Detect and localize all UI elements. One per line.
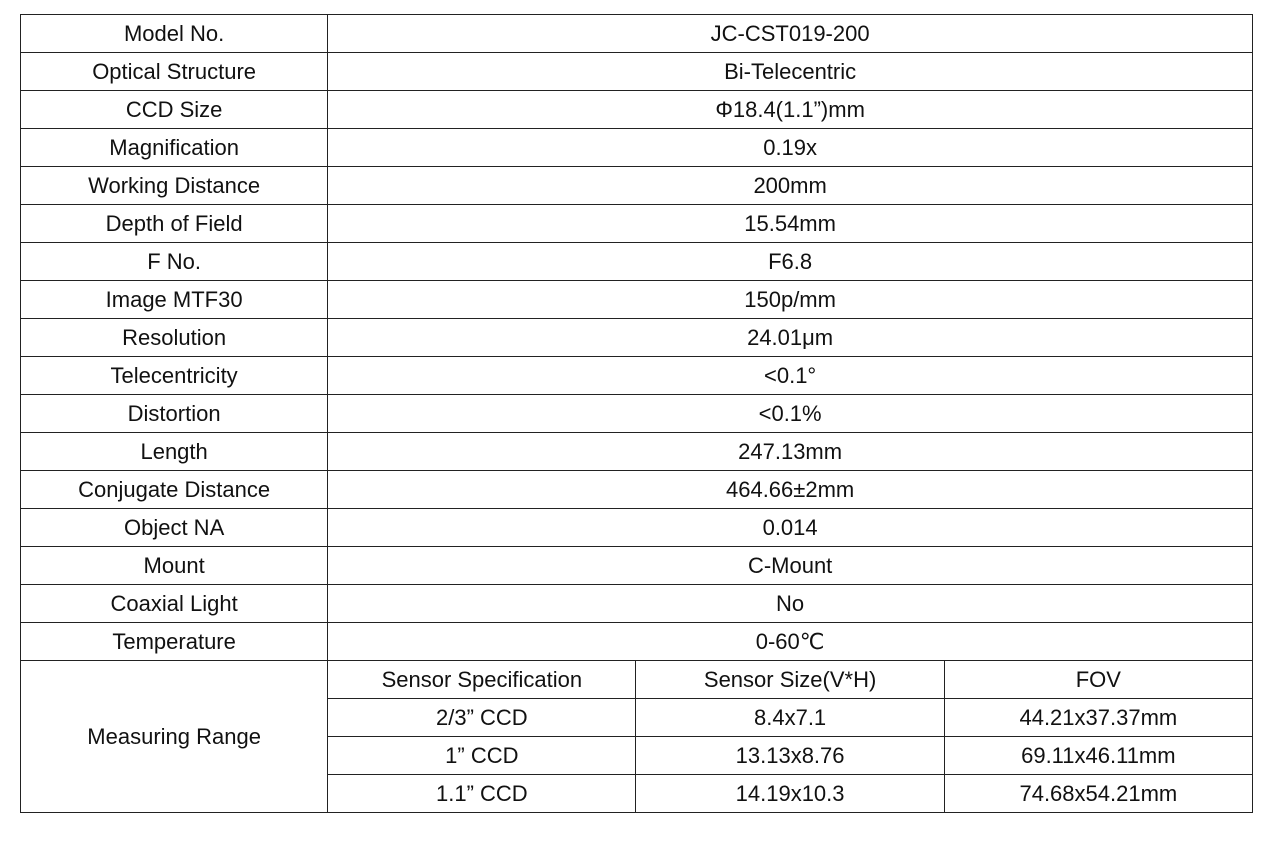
spec-row-conjugate-distance bbox=[21, 471, 1253, 509]
spec-row-mount bbox=[21, 547, 1253, 585]
spec-value: <0.1% bbox=[328, 395, 1253, 433]
spec-label: Temperature bbox=[21, 623, 328, 661]
spec-label: Coaxial Light bbox=[21, 585, 328, 623]
sensor-specification-cell: 1” CCD bbox=[328, 737, 636, 775]
spec-label: Telecentricity bbox=[21, 357, 328, 395]
spec-row-telecentricity bbox=[21, 357, 1253, 395]
sensor-specification-cell: 1.1” CCD bbox=[328, 775, 636, 813]
spec-label: Object NA bbox=[21, 509, 328, 547]
spec-value: 15.54mm bbox=[328, 205, 1253, 243]
sensor-size-cell: 13.13x8.76 bbox=[636, 737, 944, 775]
spec-value: 0-60℃ bbox=[328, 623, 1253, 661]
spec-label: Working Distance bbox=[21, 167, 328, 205]
spec-row-ccd-size bbox=[21, 91, 1253, 129]
spec-row-depth-of-field bbox=[21, 205, 1253, 243]
spec-value: 0.19x bbox=[328, 129, 1253, 167]
spec-value: Φ18.4(1.1”)mm bbox=[328, 91, 1253, 129]
spec-label: Image MTF30 bbox=[21, 281, 328, 319]
spec-row-coaxial-light bbox=[21, 585, 1253, 623]
fov-cell: 74.68x54.21mm bbox=[944, 775, 1252, 813]
measuring-range-header-row bbox=[21, 661, 1253, 699]
fov-cell: 69.11x46.11mm bbox=[944, 737, 1252, 775]
spec-value: 0.014 bbox=[328, 509, 1253, 547]
spec-value: No bbox=[328, 585, 1253, 623]
spec-label: Model No. bbox=[21, 15, 328, 53]
sensor-specification-cell: 2/3” CCD bbox=[328, 699, 636, 737]
spec-label: Depth of Field bbox=[21, 205, 328, 243]
spec-row-optical-structure bbox=[21, 53, 1253, 91]
spec-label: Distortion bbox=[21, 395, 328, 433]
spec-value: 150p/mm bbox=[328, 281, 1253, 319]
column-header-fov: FOV bbox=[944, 661, 1252, 699]
spec-table bbox=[20, 14, 1253, 813]
spec-value: <0.1° bbox=[328, 357, 1253, 395]
sensor-size-cell: 14.19x10.3 bbox=[636, 775, 944, 813]
spec-label: Magnification bbox=[21, 129, 328, 167]
spec-label: Conjugate Distance bbox=[21, 471, 328, 509]
column-header-sensor-specification: Sensor Specification bbox=[328, 661, 636, 699]
spec-row-f-no bbox=[21, 243, 1253, 281]
spec-label: Mount bbox=[21, 547, 328, 585]
spec-row-length bbox=[21, 433, 1253, 471]
spec-label: Length bbox=[21, 433, 328, 471]
spec-label: Optical Structure bbox=[21, 53, 328, 91]
spec-value: 464.66±2mm bbox=[328, 471, 1253, 509]
spec-label: F No. bbox=[21, 243, 328, 281]
spec-value: 247.13mm bbox=[328, 433, 1253, 471]
spec-row-temperature bbox=[21, 623, 1253, 661]
spec-row-distortion bbox=[21, 395, 1253, 433]
spec-value: 200mm bbox=[328, 167, 1253, 205]
fov-cell: 44.21x37.37mm bbox=[944, 699, 1252, 737]
sensor-size-cell: 8.4x7.1 bbox=[636, 699, 944, 737]
column-header-sensor-size: Sensor Size(V*H) bbox=[636, 661, 944, 699]
spec-value: F6.8 bbox=[328, 243, 1253, 281]
measuring-range-label: Measuring Range bbox=[21, 661, 328, 813]
spec-row-model-no bbox=[21, 15, 1253, 53]
spec-row-image-mtf30 bbox=[21, 281, 1253, 319]
spec-row-working-distance bbox=[21, 167, 1253, 205]
spec-row-resolution bbox=[21, 319, 1253, 357]
spec-row-object-na bbox=[21, 509, 1253, 547]
spec-value: 24.01μm bbox=[328, 319, 1253, 357]
spec-row-magnification bbox=[21, 129, 1253, 167]
spec-label: CCD Size bbox=[21, 91, 328, 129]
spec-value: Bi-Telecentric bbox=[328, 53, 1253, 91]
spec-value: C-Mount bbox=[328, 547, 1253, 585]
spec-value: JC-CST019-200 bbox=[328, 15, 1253, 53]
spec-label: Resolution bbox=[21, 319, 328, 357]
